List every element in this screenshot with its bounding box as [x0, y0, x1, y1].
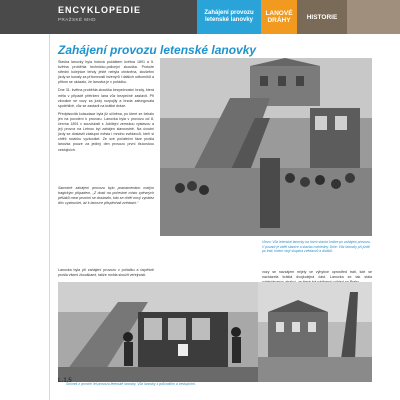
- photo-illustration: [58, 282, 258, 382]
- paragraph: Předpisovitá kolaudace byla již učiněna, po které se čekalo jen na povolení k provozu. Lanovka byla v provozu od 8. června 1891 v souvislosti s Jubilejní zemskou výstavou a její provoz na Letnou byl zahájen slavnostně. Na úvodní jízdy se dostavili zástupci města i mnoho zvědavců, kteří si chtěli novinku vyzkoušet. Ze své počáteční fáze prošla lanovka pouze za jediný den provozu první tisícovkou cestujících.: [58, 111, 154, 152]
- photo-illustration: [160, 58, 372, 236]
- article-column-2b: vozy se navzájem míjely ve výhybce uprostřed trati, kde se nacházela krátká dvojkolejná část. Lanovka se tak stala: [262, 270, 372, 280]
- photo-caption: Snímek z prvních let provozu letenské lanovky. Vůz lanovky s průvodčím a cestujícími.: [66, 382, 196, 386]
- tab-lanove-drahy[interactable]: [261, 0, 297, 34]
- photo-illustration: [258, 282, 372, 382]
- historic-photo-station-tower: [258, 282, 372, 382]
- historic-photo-funicular-car: [58, 282, 258, 382]
- page-title: Zahájení provozu letenské lanovky: [58, 43, 257, 57]
- tab-current-article-label: Zahájení provozu letenské lanovky: [204, 9, 254, 23]
- tab-historie[interactable]: [297, 0, 347, 34]
- tab-blank: [347, 0, 400, 34]
- tab-current-article[interactable]: [197, 0, 261, 34]
- header-bar: [0, 0, 400, 34]
- brand-title: ENCYKLOPEDIE: [58, 5, 142, 15]
- page-number: L.1.5: [58, 378, 72, 384]
- article-column-1: [58, 60, 154, 156]
- tab-lanove-drahy-label: LANOVÉ DRÁHY: [265, 9, 293, 24]
- tab-historie-label: HISTORIE: [306, 13, 338, 21]
- article-column-1b: Lanovka byla při zahájení provozu v pořádku a úspěšně prošla všemi zkouškami, takže mohla sloužit veřejnosti.: [58, 268, 154, 278]
- brand[interactable]: [58, 5, 141, 22]
- photo-caption: Vlevo: Vůz letenské lanovky na horní stanici krátce po zahájení provozu. V pozadí je vidět stanice a stavba rozhledny. Dole: Vůz lanovky při jízdě po trati, kolem stojí skupina zvědavců a diváků.: [262, 240, 371, 254]
- paragraph: Dne 31. května proběhla zkouška bezpečnostní brzdy, která měla v případě přetržení lana vůz bezpečně zastavit. Při zkoušce se vozy za jízdy rozpojily a brzda zafungovala spolehlivě, vůz se zastavil na krátké dráze.: [58, 88, 154, 108]
- quote-paragraph: Samotné zahájení provozu bylo poznamenáno malým tragickým případem. „Z dosti na počestné místo zpěvných pěšáků mezi prvními se dostavilo, kdo se chtěl nový vynález dřív vyzkoušet, až k lanovce přispěchali zvědavci.“: [58, 186, 154, 206]
- brand-subtitle: PRAŽSKÉ MHD: [58, 17, 97, 22]
- paragraph: Stavba lanovky byla hotová počátkem května 1891 a 5. května proběhla technicko-policejní zkouška. Protože střední kolejnice tehdy ještě nebyla chráněna, zkušební jízdy se konaly za přítomnosti inženýrů i dalších odborníků a přitom se ukázalo, že lanovka je v pořádku.: [58, 60, 154, 85]
- gutter-divider: [49, 34, 50, 400]
- historic-photo-funicular-station: [160, 58, 372, 236]
